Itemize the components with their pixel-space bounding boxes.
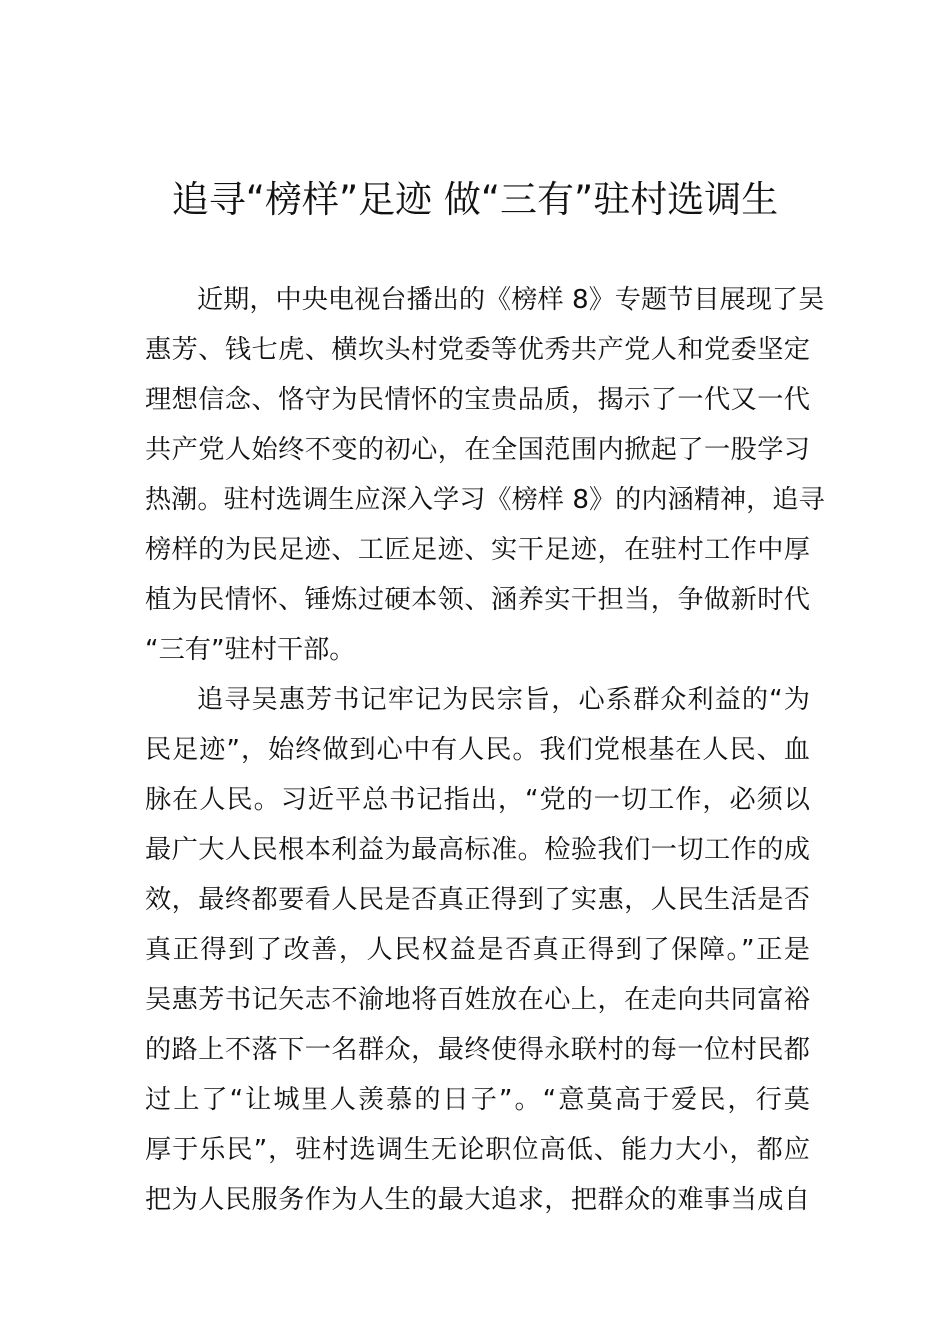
paragraph-line: 最广大人民根本利益为最高标准。检验我们一切工作的成: [145, 835, 810, 865]
paragraph-line: “三有”驻村干部。: [145, 635, 356, 665]
document-body: [145, 275, 825, 1225]
paragraph-line: 理想信念、恪守为民情怀的宝贵品质，揭示了一代又一代: [145, 385, 810, 415]
paragraph-line: 共产党人始终不变的初心，在全国范围内掀起了一股学习: [145, 435, 810, 465]
paragraph-line: 追寻吴惠芳书记牢记为民宗旨，心系群众利益的“为: [197, 685, 810, 715]
paragraph-line: 脉在人民。习近平总书记指出，“党的一切工作，必须以: [145, 785, 810, 815]
paragraph-line: 植为民情怀、锤炼过硬本领、涵养实干担当，争做新时代: [145, 585, 810, 615]
paragraph-line: 过上了“让城里人羡慕的日子”。“意莫高于爱民，行莫: [145, 1085, 810, 1115]
paragraph-line: 的路上不落下一名群众，最终使得永联村的每一位村民都: [145, 1035, 810, 1065]
paragraph-line: 吴惠芳书记矢志不渝地将百姓放在心上，在走向共同富裕: [145, 985, 810, 1015]
paragraph-line: 效，最终都要看人民是否真正得到了实惠，人民生活是否: [145, 885, 810, 915]
paragraph-1: [145, 275, 825, 675]
paragraph-line: 厚于乐民”，驻村选调生无论职位高低、能力大小，都应: [145, 1135, 810, 1165]
paragraph-line: 把为人民服务作为人生的最大追求，把群众的难事当成自: [145, 1185, 810, 1215]
paragraph-line: 真正得到了改善，人民权益是否真正得到了保障。”正是: [145, 935, 810, 965]
paragraph-line: 榜样的为民足迹、工匠足迹、实干足迹，在驻村工作中厚: [145, 535, 810, 565]
document-title: 追寻“榜样”足迹 做“三有”驻村选调生: [171, 178, 779, 221]
paragraph-line: 惠芳、钱七虎、横坎头村党委等优秀共产党人和党委坚定: [145, 335, 810, 365]
paragraph-line: 热潮。驻村选调生应深入学习《榜样 8》的内涵精神，追寻: [145, 485, 825, 515]
paragraph-line: 民足迹”，始终做到心中有人民。我们党根基在人民、血: [145, 735, 810, 765]
paragraph-2: [145, 675, 810, 1225]
paragraph-line: 近期，中央电视台播出的《榜样 8》专题节目展现了吴: [197, 285, 825, 315]
